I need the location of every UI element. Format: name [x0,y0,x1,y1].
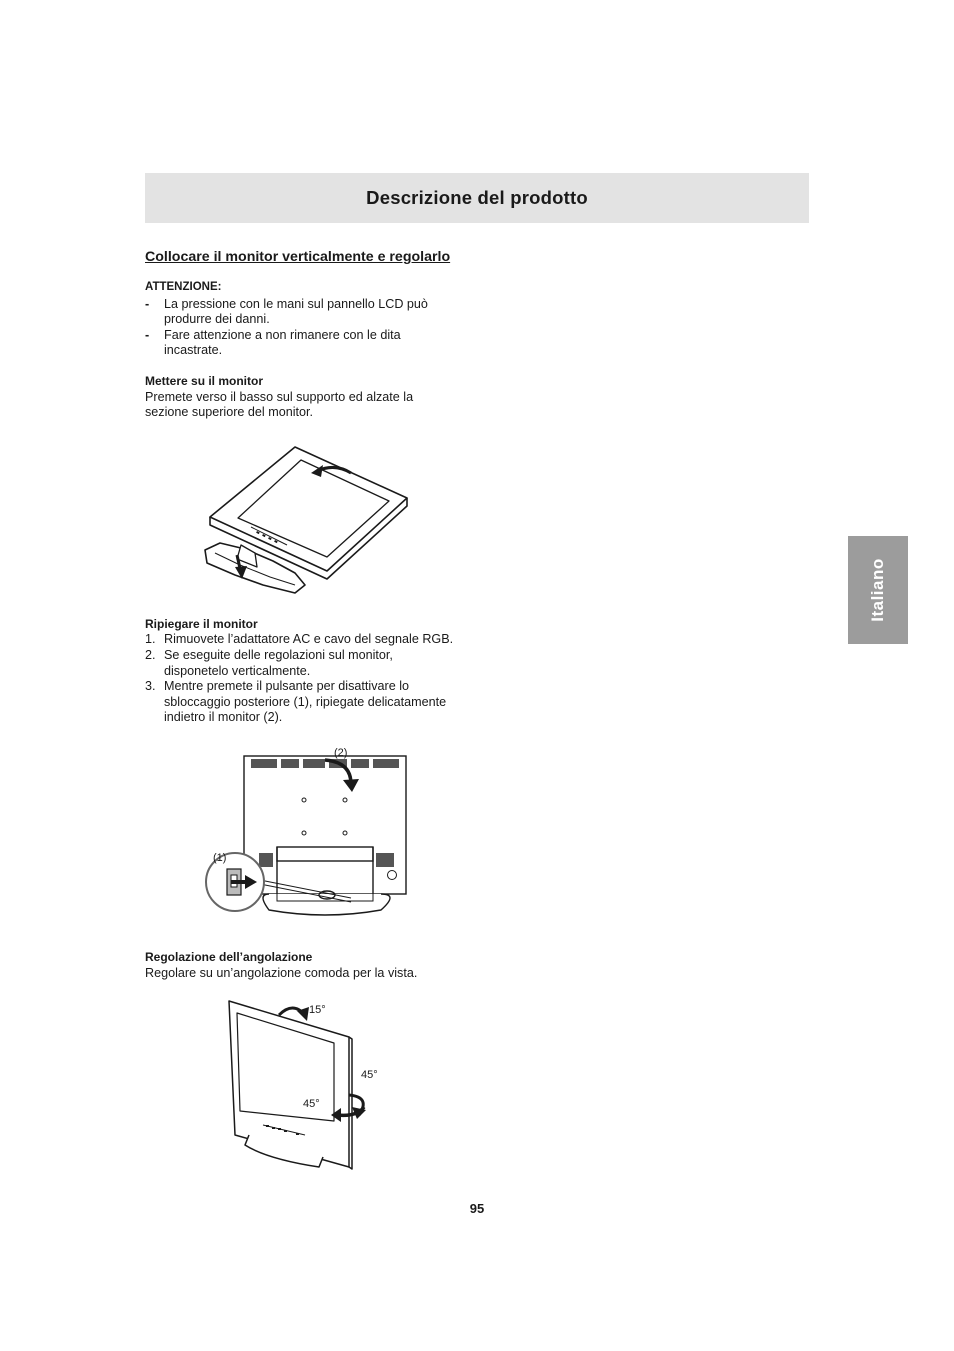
figure-angle-adjustment [145,997,457,1172]
header-band [145,173,809,223]
figure-unfold-monitor [145,435,457,605]
mount-heading: Mettere su il monitor [145,373,264,388]
swivel-left-angle-label: 45° [303,1098,320,1111]
attention-item: - La pressione con le mani sul pannello LCD può produrre dei danni. [145,296,428,327]
section-title: Collocare il monitor verticalmente e regolarlo [145,249,451,265]
fold-heading: Ripiegare il monitor [145,616,258,631]
mount-block [145,374,457,421]
page-number: 95 [469,1201,485,1216]
attention-item: - Fare attenzione a non rimanere con le dita incastrate. [145,327,401,358]
figure-fold-monitor-rear [145,744,457,934]
callout-1-label: (1) [213,851,227,864]
fold-step: 3. Mentre premete il pulsante per disattivare lo sbloccaggio posteriore (1), ripiegate delicatamente indietro il monitor (2). [145,679,447,725]
angle-block [145,950,457,981]
fold-step: 1. Rimuovete l’adattatore AC e cavo del segnale RGB. [145,632,454,647]
angle-text: Regolare su un’angolazione comoda per la vista. [145,965,418,980]
angle-heading: Regolazione dell’angolazione [145,949,313,964]
tilt-angle-label: 15° [309,1004,326,1017]
page-title: Descrizione del prodotto [366,187,588,208]
language-tab [848,536,908,644]
attention-label: ATTENZIONE: [145,281,222,293]
language-tab-label: Italiano [868,558,888,622]
content-column [145,248,457,1172]
callout-2-label: (2) [334,746,348,759]
fold-block [145,617,457,726]
attention-block [145,280,457,359]
swivel-right-angle-label: 45° [361,1069,378,1082]
fold-step: 2. Se eseguite delle regolazioni sul monitor, disponetelo verticalmente. [145,647,393,678]
mount-text: Premete verso il basso sul supporto ed alzate la sezione superiore del monitor. [145,389,414,420]
